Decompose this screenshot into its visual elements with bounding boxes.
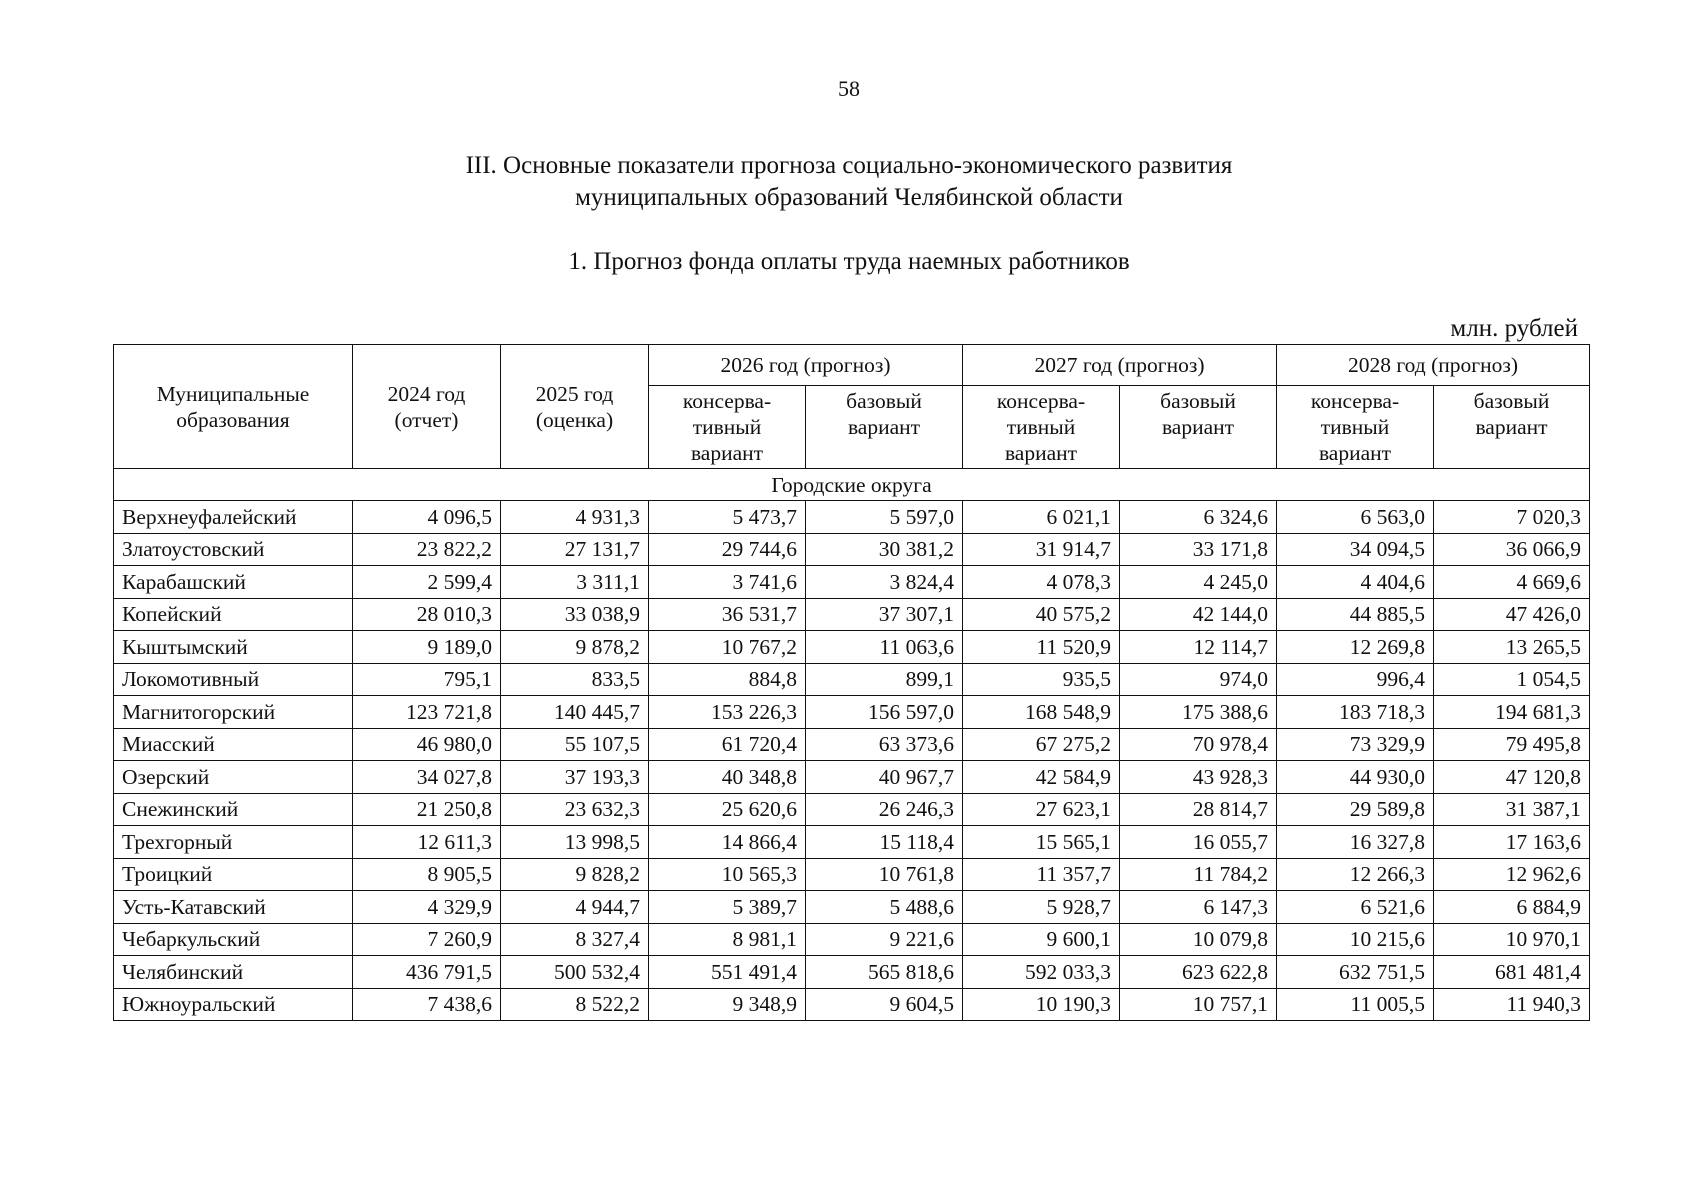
value-cell: 12 266,3: [1277, 858, 1434, 891]
wage-fund-table: [113, 344, 1590, 1021]
value-cell: 11 784,2: [1120, 858, 1277, 891]
value-cell: 12 962,6: [1434, 858, 1590, 891]
table-row: [114, 923, 1590, 956]
value-cell: 4 404,6: [1277, 566, 1434, 599]
value-cell: 11 520,9: [963, 631, 1120, 664]
value-cell: 61 720,4: [649, 728, 806, 761]
value-cell: 40 967,7: [806, 761, 963, 794]
value-cell: 3 311,1: [501, 566, 649, 599]
group-row: [114, 469, 1590, 501]
value-cell: 7 260,9: [353, 923, 501, 956]
value-cell: 1 054,5: [1434, 663, 1590, 696]
value-cell: 3 741,6: [649, 566, 806, 599]
municipality-name: Миасский: [114, 728, 353, 761]
value-cell: 10 761,8: [806, 858, 963, 891]
section-title: [0, 150, 1698, 214]
value-cell: 47 426,0: [1434, 598, 1590, 631]
value-cell: 10 565,3: [649, 858, 806, 891]
value-cell: 55 107,5: [501, 728, 649, 761]
value-cell: 153 226,3: [649, 696, 806, 729]
value-cell: 70 978,4: [1120, 728, 1277, 761]
municipality-name: Снежинский: [114, 793, 353, 826]
value-cell: 11 005,5: [1277, 988, 1434, 1021]
value-cell: 47 120,8: [1434, 761, 1590, 794]
value-cell: 6 021,1: [963, 501, 1120, 534]
value-cell: 26 246,3: [806, 793, 963, 826]
value-cell: 551 491,4: [649, 956, 806, 989]
value-cell: 12 114,7: [1120, 631, 1277, 664]
value-cell: 833,5: [501, 663, 649, 696]
value-cell: 3 824,4: [806, 566, 963, 599]
value-cell: 11 357,7: [963, 858, 1120, 891]
value-cell: 10 190,3: [963, 988, 1120, 1021]
value-cell: 44 930,0: [1277, 761, 1434, 794]
units-label: млн. рублей: [1450, 315, 1578, 342]
table-row: [114, 533, 1590, 566]
value-cell: 681 481,4: [1434, 956, 1590, 989]
value-cell: 623 622,8: [1120, 956, 1277, 989]
value-cell: 36 066,9: [1434, 533, 1590, 566]
value-cell: 79 495,8: [1434, 728, 1590, 761]
value-cell: 43 928,3: [1120, 761, 1277, 794]
value-cell: 4 245,0: [1120, 566, 1277, 599]
value-cell: 10 079,8: [1120, 923, 1277, 956]
value-cell: 13 998,5: [501, 826, 649, 859]
value-cell: 6 563,0: [1277, 501, 1434, 534]
header-2025: 2025 год (оценка): [501, 345, 649, 469]
table-row: [114, 631, 1590, 664]
header-2026: 2026 год (прогноз): [649, 345, 963, 386]
value-cell: 6 884,9: [1434, 891, 1590, 924]
value-cell: 565 818,6: [806, 956, 963, 989]
table-row: [114, 858, 1590, 891]
value-cell: 46 980,0: [353, 728, 501, 761]
value-cell: 25 620,6: [649, 793, 806, 826]
table-row: [114, 793, 1590, 826]
value-cell: 10 757,1: [1120, 988, 1277, 1021]
value-cell: 8 981,1: [649, 923, 806, 956]
municipality-name: Челябинский: [114, 956, 353, 989]
table-row: [114, 663, 1590, 696]
header-base-variant: базовый вариант: [806, 386, 963, 469]
municipality-name: Кыштымский: [114, 631, 353, 664]
value-cell: 9 221,6: [806, 923, 963, 956]
value-cell: 168 548,9: [963, 696, 1120, 729]
table-body: [114, 469, 1590, 1021]
header-conservative-variant: консерва- тивный вариант: [963, 386, 1120, 469]
value-cell: 8 327,4: [501, 923, 649, 956]
value-cell: 935,5: [963, 663, 1120, 696]
value-cell: 9 828,2: [501, 858, 649, 891]
value-cell: 632 751,5: [1277, 956, 1434, 989]
value-cell: 500 532,4: [501, 956, 649, 989]
value-cell: 73 329,9: [1277, 728, 1434, 761]
value-cell: 6 521,6: [1277, 891, 1434, 924]
value-cell: 9 604,5: [806, 988, 963, 1021]
value-cell: 34 094,5: [1277, 533, 1434, 566]
value-cell: 14 866,4: [649, 826, 806, 859]
value-cell: 6 324,6: [1120, 501, 1277, 534]
municipality-name: Златоустовский: [114, 533, 353, 566]
value-cell: 5 928,7: [963, 891, 1120, 924]
value-cell: 884,8: [649, 663, 806, 696]
value-cell: 140 445,7: [501, 696, 649, 729]
municipality-name: Магнитогорский: [114, 696, 353, 729]
value-cell: 156 597,0: [806, 696, 963, 729]
value-cell: 5 488,6: [806, 891, 963, 924]
value-cell: 5 389,7: [649, 891, 806, 924]
municipality-name: Озерский: [114, 761, 353, 794]
value-cell: 31 914,7: [963, 533, 1120, 566]
value-cell: 6 147,3: [1120, 891, 1277, 924]
value-cell: 40 348,8: [649, 761, 806, 794]
value-cell: 29 744,6: [649, 533, 806, 566]
value-cell: 10 767,2: [649, 631, 806, 664]
municipality-name: Троицкий: [114, 858, 353, 891]
header-2028: 2028 год (прогноз): [1277, 345, 1590, 386]
value-cell: 44 885,5: [1277, 598, 1434, 631]
value-cell: 12 611,3: [353, 826, 501, 859]
value-cell: 21 250,8: [353, 793, 501, 826]
value-cell: 9 600,1: [963, 923, 1120, 956]
value-cell: 15 118,4: [806, 826, 963, 859]
section-title-line: III. Основные показатели прогноза социально-экономического развития: [465, 152, 1233, 179]
value-cell: 29 589,8: [1277, 793, 1434, 826]
municipality-name: Чебаркульский: [114, 923, 353, 956]
value-cell: 23 632,3: [501, 793, 649, 826]
value-cell: 36 531,7: [649, 598, 806, 631]
value-cell: 33 038,9: [501, 598, 649, 631]
group-label: Городские округа: [114, 469, 1590, 501]
value-cell: 28 814,7: [1120, 793, 1277, 826]
value-cell: 42 144,0: [1120, 598, 1277, 631]
value-cell: 34 027,8: [353, 761, 501, 794]
value-cell: 10 970,1: [1434, 923, 1590, 956]
value-cell: 42 584,9: [963, 761, 1120, 794]
value-cell: 7 438,6: [353, 988, 501, 1021]
value-cell: 4 669,6: [1434, 566, 1590, 599]
header-municipality: Муниципальные образования: [114, 345, 353, 469]
value-cell: 37 307,1: [806, 598, 963, 631]
header-2027: 2027 год (прогноз): [963, 345, 1277, 386]
value-cell: 11 940,3: [1434, 988, 1590, 1021]
value-cell: 9 348,9: [649, 988, 806, 1021]
value-cell: 2 599,4: [353, 566, 501, 599]
value-cell: 27 623,1: [963, 793, 1120, 826]
table-row: [114, 501, 1590, 534]
value-cell: 30 381,2: [806, 533, 963, 566]
table-row: [114, 598, 1590, 631]
value-cell: 4 078,3: [963, 566, 1120, 599]
header-base-variant: базовый вариант: [1434, 386, 1590, 469]
value-cell: 7 020,3: [1434, 501, 1590, 534]
value-cell: 67 275,2: [963, 728, 1120, 761]
municipality-name: Трехгорный: [114, 826, 353, 859]
value-cell: 183 718,3: [1277, 696, 1434, 729]
municipality-name: Локомотивный: [114, 663, 353, 696]
value-cell: 4 329,9: [353, 891, 501, 924]
value-cell: 8 905,5: [353, 858, 501, 891]
value-cell: 12 269,8: [1277, 631, 1434, 664]
header-base-variant: базовый вариант: [1120, 386, 1277, 469]
table-title: 1. Прогноз фонда оплаты труда наемных работников: [568, 248, 1130, 275]
table-row: [114, 728, 1590, 761]
value-cell: 16 055,7: [1120, 826, 1277, 859]
table-row: [114, 956, 1590, 989]
value-cell: 37 193,3: [501, 761, 649, 794]
value-cell: 27 131,7: [501, 533, 649, 566]
header-conservative-variant: консерва- тивный вариант: [1277, 386, 1434, 469]
municipality-name: Усть-Катавский: [114, 891, 353, 924]
municipality-name: Карабашский: [114, 566, 353, 599]
value-cell: 9 878,2: [501, 631, 649, 664]
section-title-line: муниципальных образований Челябинской области: [575, 184, 1123, 211]
municipality-name: Копейский: [114, 598, 353, 631]
table-row: [114, 826, 1590, 859]
value-cell: 4 931,3: [501, 501, 649, 534]
table-row: [114, 988, 1590, 1021]
municipality-name: Верхнеуфалейский: [114, 501, 353, 534]
value-cell: 5 597,0: [806, 501, 963, 534]
value-cell: 8 522,2: [501, 988, 649, 1021]
table-row: [114, 566, 1590, 599]
value-cell: 9 189,0: [353, 631, 501, 664]
value-cell: 17 163,6: [1434, 826, 1590, 859]
value-cell: 899,1: [806, 663, 963, 696]
value-cell: 40 575,2: [963, 598, 1120, 631]
value-cell: 15 565,1: [963, 826, 1120, 859]
value-cell: 5 473,7: [649, 501, 806, 534]
value-cell: 11 063,6: [806, 631, 963, 664]
table-row: [114, 891, 1590, 924]
value-cell: 63 373,6: [806, 728, 963, 761]
page-number: 58: [838, 76, 860, 101]
table-row: [114, 696, 1590, 729]
value-cell: 795,1: [353, 663, 501, 696]
value-cell: 175 388,6: [1120, 696, 1277, 729]
value-cell: 10 215,6: [1277, 923, 1434, 956]
value-cell: 33 171,8: [1120, 533, 1277, 566]
header-conservative-variant: консерва- тивный вариант: [649, 386, 806, 469]
value-cell: 974,0: [1120, 663, 1277, 696]
value-cell: 592 033,3: [963, 956, 1120, 989]
table-row: [114, 761, 1590, 794]
municipality-name: Южноуральский: [114, 988, 353, 1021]
value-cell: 4 944,7: [501, 891, 649, 924]
value-cell: 28 010,3: [353, 598, 501, 631]
value-cell: 23 822,2: [353, 533, 501, 566]
value-cell: 194 681,3: [1434, 696, 1590, 729]
value-cell: 31 387,1: [1434, 793, 1590, 826]
value-cell: 123 721,8: [353, 696, 501, 729]
value-cell: 436 791,5: [353, 956, 501, 989]
value-cell: 4 096,5: [353, 501, 501, 534]
value-cell: 13 265,5: [1434, 631, 1590, 664]
value-cell: 16 327,8: [1277, 826, 1434, 859]
header-2024: 2024 год (отчет): [353, 345, 501, 469]
value-cell: 996,4: [1277, 663, 1434, 696]
